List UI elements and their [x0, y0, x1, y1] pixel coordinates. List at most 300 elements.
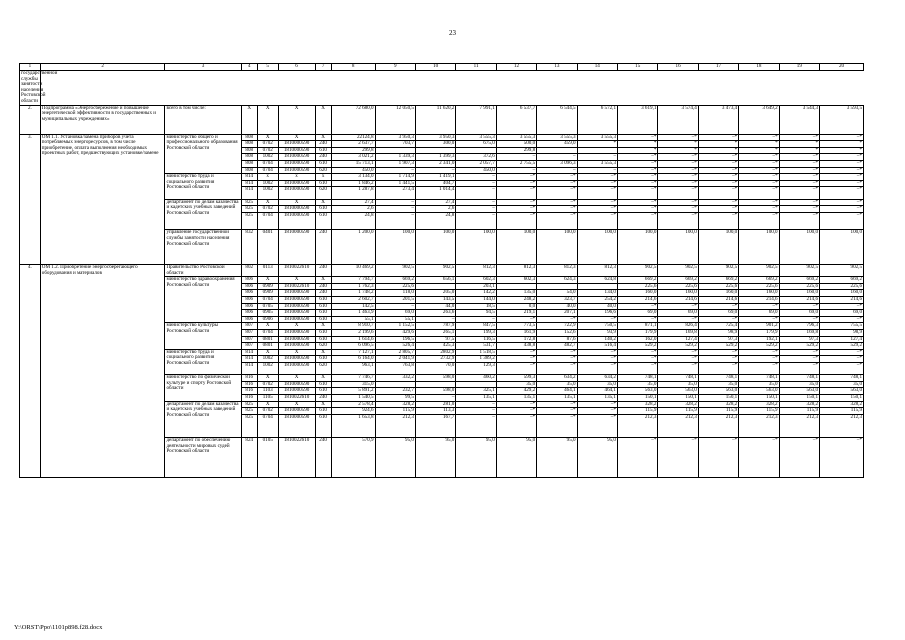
year-2030-cell: –*	[820, 438, 864, 478]
expense-type-cell: 610	[315, 356, 331, 363]
year-2029-cell: 97,3	[779, 336, 819, 343]
footer-file-path: Y:\ORST\Ppo\1101p898.f28.docx	[14, 624, 103, 631]
year-2028-cell: 902,5	[739, 265, 779, 277]
expense-type-cell: 610	[315, 206, 331, 213]
executor-cell: Правительство Ростовской области	[165, 265, 241, 277]
year-2023-cell: 459,0	[537, 141, 577, 148]
year-2022-cell: 602,3	[496, 277, 536, 284]
year-2020-cell: –	[415, 316, 455, 323]
executor-cell: министерство общего и профессионального образования Ростовской области	[165, 134, 241, 174]
year-2027-cell: 160,0	[698, 290, 738, 297]
year-2027-cell: 225,6	[698, 283, 738, 290]
expense-type-cell: X	[315, 105, 331, 134]
year-2023-cell: 87,6	[537, 336, 577, 343]
year-2026-cell: –*	[658, 362, 698, 374]
year-2019-cell: 273,4	[375, 187, 415, 199]
year-2022-cell: –*	[496, 356, 536, 363]
year-2029-cell: –*	[779, 206, 819, 213]
year-2025-cell: 100,0	[617, 230, 657, 265]
year-2022-cell: 812,3	[496, 265, 536, 277]
year-2020-cell: –	[415, 167, 455, 174]
year-2022-cell: 135,0	[496, 290, 536, 297]
year-2028-cell: 160,0	[739, 290, 779, 297]
year-2027-cell: 669,2	[698, 277, 738, 284]
year-2026-cell: –*	[658, 316, 698, 323]
year-2028-cell: –*	[739, 160, 779, 167]
year-2023-cell: –*	[537, 180, 577, 187]
year-2024-cell: –	[577, 154, 617, 161]
section-code-cell: 1002	[257, 187, 278, 199]
year-2030-cell: 212,3	[820, 414, 864, 437]
year-2025-cell: 3 619,1	[617, 105, 657, 134]
year-2026-cell: *	[658, 141, 698, 148]
year-2019-cell: 225,6	[375, 283, 415, 290]
year-2028-cell: 179,9	[739, 330, 779, 337]
year-2026-cell: *	[658, 147, 698, 154]
grbs-code-cell: 816	[241, 381, 257, 388]
column-number: 11	[456, 64, 496, 71]
grbs-code-cell: 808	[241, 154, 257, 161]
year-2026-cell: –*	[658, 199, 698, 206]
year-2030-cell: 669,2	[820, 277, 864, 284]
target-article-cell: 1810000590	[278, 141, 315, 148]
section-code-cell: 0704	[257, 160, 278, 167]
year-2022-cell: 219,1	[496, 310, 536, 317]
year-2020-cell: 263,6	[415, 310, 455, 317]
year-2019-cell: 99,5	[375, 394, 415, 401]
year-2026-cell: 563,0	[658, 388, 698, 395]
year-2028-cell: –*	[739, 167, 779, 174]
target-article-cell: 1810000590	[278, 160, 315, 167]
year-2021-cell: 1 389,2	[456, 356, 496, 363]
total-amount-cell: 1 463,9	[331, 310, 375, 317]
year-2026-cell: 3 574,4	[658, 105, 698, 134]
year-2027-cell: –*	[698, 303, 738, 310]
target-article-cell: 1810000590	[278, 343, 315, 350]
year-2025-cell: *	[617, 147, 657, 154]
year-2030-cell: 755,5	[820, 323, 864, 330]
year-2023-cell: –*	[537, 206, 577, 213]
year-2030-cell: –*	[820, 167, 864, 174]
year-2026-cell: –*	[658, 303, 698, 310]
year-2027-cell: 529,2	[698, 343, 738, 350]
year-2023-cell: –*	[537, 187, 577, 199]
year-2021-cell: –	[456, 212, 496, 230]
year-2021-cell: –	[456, 199, 496, 206]
year-2023-cell: 624,3	[537, 277, 577, 284]
year-2026-cell: –*	[658, 187, 698, 199]
year-2024-cell: –*	[577, 212, 617, 230]
year-2030-cell: –*	[820, 154, 864, 161]
year-2022-cell: 172,8	[496, 336, 536, 343]
year-2019-cell: 100,0	[375, 230, 415, 265]
expense-type-cell: 610	[315, 160, 331, 167]
year-2024-cell: –*	[577, 356, 617, 363]
total-amount-cell: 8 910,7	[331, 323, 375, 330]
year-2019-cell: 3 950,3	[375, 134, 415, 141]
year-2021-cell: 129,3	[456, 362, 496, 374]
target-article-cell: X	[278, 349, 315, 356]
year-2027-cell: –*	[698, 316, 738, 323]
year-2026-cell: –*	[658, 154, 698, 161]
year-2028-cell: 225,6	[739, 283, 779, 290]
year-2025-cell: –*	[617, 180, 657, 187]
target-article-cell: 1810000590	[278, 336, 315, 343]
year-2020-cell: 1 399,3	[415, 154, 455, 161]
year-2027-cell: 563,0	[698, 388, 738, 395]
year-2022-cell: 248,2	[496, 297, 536, 304]
year-2030-cell: 115,9	[820, 408, 864, 415]
year-2026-cell: 35,0	[658, 381, 698, 388]
section-code-cell: X	[257, 105, 278, 134]
year-2030-cell: 35,0	[820, 381, 864, 388]
year-2029-cell: –*	[779, 438, 819, 478]
expense-type-cell: 620	[315, 343, 331, 350]
year-2021-cell: 135,1	[456, 394, 496, 401]
year-2028-cell: –*	[739, 438, 779, 478]
year-2030-cell: –*	[820, 316, 864, 323]
year-2023-cell: –	[537, 167, 577, 174]
year-2029-cell: 69,0	[779, 310, 819, 317]
grbs-code-cell: 825	[241, 212, 257, 230]
year-2022-cell: 6 537,7	[496, 105, 536, 134]
year-2021-cell: –	[456, 414, 496, 437]
year-2025-cell: –*	[617, 160, 657, 167]
year-2019-cell: 1 152,5	[375, 323, 415, 330]
year-2020-cell: 404,7	[415, 180, 455, 187]
target-article-cell: X	[278, 323, 315, 330]
year-2028-cell: 69,0	[739, 310, 779, 317]
year-2023-cell: –*	[537, 174, 577, 181]
expense-type-cell: 610	[315, 408, 331, 415]
grbs-code-cell: 832	[241, 230, 257, 265]
year-2025-cell: –*	[617, 362, 657, 374]
target-article-cell: 1810000590	[278, 316, 315, 323]
year-2021-cell: 100,0	[456, 230, 496, 265]
year-2029-cell: 160,0	[779, 290, 819, 297]
year-2021-cell: 116,5	[456, 336, 496, 343]
grbs-code-cell: 806	[241, 290, 257, 297]
year-2028-cell: 669,2	[739, 277, 779, 284]
target-article-cell: 1810000590	[278, 356, 315, 363]
year-2025-cell: 162,0	[617, 336, 657, 343]
year-2020-cell: 97,5	[415, 336, 455, 343]
column-number-row	[20, 64, 864, 71]
total-amount-cell: 15 713,1	[331, 160, 375, 167]
year-2028-cell: –*	[739, 134, 779, 141]
column-number: 3	[165, 64, 241, 71]
year-2023-cell	[537, 147, 577, 154]
year-2026-cell: 100,0	[658, 230, 698, 265]
year-2027-cell: 3 473,4	[698, 105, 738, 134]
program-name-cell: ОМ 1.2. Приобретение энергосберегающего оборудования и материалов	[40, 265, 165, 478]
year-2022-cell: –*	[496, 212, 536, 230]
total-amount-cell: 2 199,6	[331, 330, 375, 337]
total-amount-cell: 1 200,0	[331, 230, 375, 265]
year-2028-cell: 115,9	[739, 408, 779, 415]
total-amount-cell: 5 891,2	[331, 388, 375, 395]
year-2024-cell: –*	[577, 362, 617, 374]
year-2019-cell: 212,3	[375, 414, 415, 437]
year-2023-cell: 100,0	[537, 230, 577, 265]
year-2023-cell: 722,9	[537, 323, 577, 330]
year-2025-cell: 748,1	[617, 375, 657, 382]
year-2028-cell: 212,3	[739, 414, 779, 437]
year-2027-cell: 150,1	[698, 394, 738, 401]
year-2026-cell: –*	[658, 174, 698, 181]
year-2025-cell: *	[617, 141, 657, 148]
year-2030-cell: –*	[820, 174, 864, 181]
section-code-cell: 1002	[257, 362, 278, 374]
target-article-cell: X	[278, 401, 315, 408]
grbs-code-cell: 807	[241, 336, 257, 343]
year-2021-cell: –	[456, 180, 496, 187]
year-2027-cell: –*	[698, 167, 738, 174]
grbs-code-cell: 806	[241, 283, 257, 290]
section-code-cell: 0704	[257, 167, 278, 174]
expense-type-cell: 240	[315, 290, 331, 297]
year-2025-cell: 69,0	[617, 310, 657, 317]
grbs-code-cell: 808	[241, 167, 257, 174]
year-2022-cell: 599,3	[496, 375, 536, 382]
year-2022-cell: –*	[496, 174, 536, 181]
target-article-cell: x	[278, 174, 315, 181]
grbs-code-cell: 814	[241, 362, 257, 374]
year-2019-cell: 526,4	[375, 343, 415, 350]
column-number: 5	[257, 64, 278, 71]
expense-type-cell: 610	[315, 147, 331, 154]
year-2025-cell: –*	[617, 187, 657, 199]
section-code-cell: 0705	[257, 303, 278, 310]
year-2022-cell: 299,8	[496, 147, 536, 154]
year-2019-cell: 1 714,9	[375, 174, 415, 181]
year-2030-cell: –*	[820, 212, 864, 230]
year-2024-cell	[577, 147, 617, 154]
expense-type-cell: 620	[315, 362, 331, 374]
year-2023-cell: 54,0	[537, 290, 577, 297]
grbs-code-cell: 825	[241, 408, 257, 415]
year-2024-cell: 750,5	[577, 323, 617, 330]
year-2024-cell: –*	[577, 206, 617, 213]
expense-type-cell: X	[315, 134, 331, 141]
section-code-cell: x	[257, 174, 278, 181]
year-2030-cell: 563,0	[820, 388, 864, 395]
year-2027-cell: –*	[698, 174, 738, 181]
year-2027-cell: *	[698, 147, 738, 154]
year-2027-cell: –*	[698, 134, 738, 141]
year-2028-cell: –*	[739, 316, 779, 323]
year-2019-cell: 1 441,5	[375, 180, 415, 187]
section-code-cell: 0909	[257, 290, 278, 297]
grbs-code-cell: 802	[241, 265, 257, 277]
target-article-cell: 1810000590	[278, 381, 315, 388]
year-2020-cell: 11 620,2	[415, 105, 455, 134]
year-2029-cell: –*	[779, 187, 819, 199]
expense-type-cell: X	[315, 401, 331, 408]
column-number: 16	[658, 64, 698, 71]
total-amount-cell: 450,0	[331, 167, 375, 174]
year-2019-cell: 115,9	[375, 408, 415, 415]
year-2023-cell: –*	[537, 316, 577, 323]
year-2030-cell: 529,2	[820, 343, 864, 350]
year-2030-cell: –*	[820, 134, 864, 141]
year-2020-cell: 100,0	[415, 230, 455, 265]
year-2024-cell: 634,2	[577, 375, 617, 382]
grbs-code-cell: 806	[241, 297, 257, 304]
year-2020-cell: 787,9	[415, 323, 455, 330]
year-2023-cell: –*	[537, 401, 577, 408]
grbs-code-cell: 807	[241, 330, 257, 337]
grbs-code-cell: 825	[241, 401, 257, 408]
total-amount-cell: 142,5	[331, 303, 375, 310]
grbs-code-cell: 806	[241, 303, 257, 310]
year-2025-cell: 563,0	[617, 388, 657, 395]
year-2022-cell: 95,0	[496, 438, 536, 478]
year-2021-cell: 531,7	[456, 343, 496, 350]
grbs-code-cell: 806	[241, 310, 257, 317]
total-amount-cell: 1 614,6	[331, 336, 375, 343]
year-2027-cell: 902,5	[698, 265, 738, 277]
year-2025-cell: –*	[617, 134, 657, 141]
section-code-cell: 0401	[257, 230, 278, 265]
year-2021-cell: 847,5	[456, 323, 496, 330]
total-amount-cell: 3 021,2	[331, 154, 375, 161]
year-2023-cell: 135,1	[537, 394, 577, 401]
executor-cell: департамент по делам казачества и кадетских учебных заведений Ростовской области	[165, 401, 241, 438]
year-2030-cell: 160,0	[820, 290, 864, 297]
section-code-cell: 1002	[257, 154, 278, 161]
year-2021-cell: 3 555,3	[456, 134, 496, 141]
section-code-cell: 0105	[257, 438, 278, 478]
expense-type-cell: X	[315, 323, 331, 330]
year-2020-cell: 3 950,3	[415, 134, 455, 141]
section-code-cell: X	[257, 349, 278, 356]
year-2024-cell: 100,0	[577, 230, 617, 265]
year-2020-cell: 656,1	[415, 277, 455, 284]
year-2030-cell: 69,0	[820, 310, 864, 317]
year-2022-cell: 773,5	[496, 323, 536, 330]
year-2027-cell: *	[698, 141, 738, 148]
year-2029-cell: *	[779, 147, 819, 154]
year-2025-cell: –*	[617, 154, 657, 161]
year-2027-cell: 35,0	[698, 381, 738, 388]
total-amount-cell: 3 134,0	[331, 174, 375, 181]
year-2030-cell: –*	[820, 206, 864, 213]
expense-type-cell: 620	[315, 167, 331, 174]
expense-type-cell: 240	[315, 265, 331, 277]
year-2020-cell: 113,3	[415, 408, 455, 415]
column-number: 7	[315, 64, 331, 71]
year-2024-cell: 140,2	[577, 336, 617, 343]
grbs-code-cell: 814	[241, 187, 257, 199]
year-2020-cell: 24,8	[415, 212, 455, 230]
year-2026-cell: 328,2	[658, 401, 698, 408]
year-2022-cell: 100,0	[496, 230, 536, 265]
year-2024-cell: –*	[577, 349, 617, 356]
year-2030-cell: *	[820, 147, 864, 154]
year-2022-cell: –*	[496, 180, 536, 187]
year-2019-cell: 2 805,7	[375, 349, 415, 356]
year-2028-cell: 901,2	[739, 323, 779, 330]
year-2028-cell: –*	[739, 187, 779, 199]
column-number: 8	[331, 64, 375, 71]
year-2030-cell: –*	[820, 303, 864, 310]
year-2019-cell: 201,5	[375, 297, 415, 304]
year-2027-cell: –*	[698, 206, 738, 213]
total-amount-cell: 2 578,4	[331, 401, 375, 408]
year-2022-cell: –*	[496, 401, 536, 408]
year-2026-cell: –*	[658, 438, 698, 478]
year-2027-cell: 328,2	[698, 401, 738, 408]
year-2025-cell: –*	[617, 167, 657, 174]
year-2020-cell: 1 419,1	[415, 174, 455, 181]
year-2024-cell: 6 572,1	[577, 105, 617, 134]
year-2022-cell: –	[496, 167, 536, 174]
year-2027-cell: 725,4	[698, 323, 738, 330]
total-amount-cell: 55,1	[331, 316, 375, 323]
grbs-code-cell: 814	[241, 174, 257, 181]
year-2021-cell: 812,3	[456, 265, 496, 277]
year-2022-cell: –*	[496, 187, 536, 199]
year-2027-cell: –*	[698, 438, 738, 478]
year-2030-cell: –*	[820, 187, 864, 199]
year-2028-cell: 150,1	[739, 394, 779, 401]
year-2026-cell: 212,3	[658, 414, 698, 437]
expense-type-cell: 610	[315, 212, 331, 230]
grbs-code-cell: 806	[241, 277, 257, 284]
program-name-cell: Подпрограмма «Энергосбережение и повышение энергетической эффективности в государственных и муниципальных учреждениях»	[40, 105, 165, 134]
year-2022-cell: 438,8	[496, 343, 536, 350]
year-2027-cell: 100,0	[698, 230, 738, 265]
grbs-code-cell: 825	[241, 206, 257, 213]
target-article-cell: 1810022610	[278, 394, 315, 401]
year-2027-cell: –*	[698, 356, 738, 363]
year-2029-cell: –*	[779, 212, 819, 230]
total-amount-cell: 10 469,2	[331, 265, 375, 277]
section-code-cell: X	[257, 401, 278, 408]
year-2021-cell: 602,3	[456, 277, 496, 284]
year-2028-cell: –*	[739, 362, 779, 374]
target-article-cell: 1810000590	[278, 388, 315, 395]
target-article-cell: 1810000590	[278, 297, 315, 304]
section-code-cell: 0801	[257, 336, 278, 343]
target-article-cell: X	[278, 277, 315, 284]
year-2025-cell: –*	[617, 316, 657, 323]
year-2023-cell: 152,6	[537, 330, 577, 337]
expense-type-cell: 240	[315, 438, 331, 478]
year-2020-cell: 167,7	[415, 414, 455, 437]
year-2020-cell: 425,3	[415, 343, 455, 350]
year-2022-cell: –*	[496, 349, 536, 356]
section-code-cell: 0113	[257, 265, 278, 277]
year-2030-cell: 150,1	[820, 394, 864, 401]
year-2021-cell: –	[456, 401, 496, 408]
year-2022-cell: –*	[496, 206, 536, 213]
year-2030-cell: –*	[820, 180, 864, 187]
year-2024-cell: 254,2	[577, 297, 617, 304]
year-2019-cell: 2 041,9	[375, 356, 415, 363]
target-article-cell: 1810000590	[278, 180, 315, 187]
year-2022-cell: –*	[496, 408, 536, 415]
year-2019-cell: 232,7	[375, 388, 415, 395]
executor-cell: департамент по делам казачества и кадетских учебных заведений Ростовской области	[165, 199, 241, 230]
total-amount-cell: 6 164,0	[331, 356, 375, 363]
year-2022-cell: –*	[496, 199, 536, 206]
year-2026-cell: 748,1	[658, 375, 698, 382]
year-2020-cell: 2802,9	[415, 349, 455, 356]
year-2021-cell: 95,0	[456, 438, 496, 478]
year-2025-cell: 902,5	[617, 265, 657, 277]
